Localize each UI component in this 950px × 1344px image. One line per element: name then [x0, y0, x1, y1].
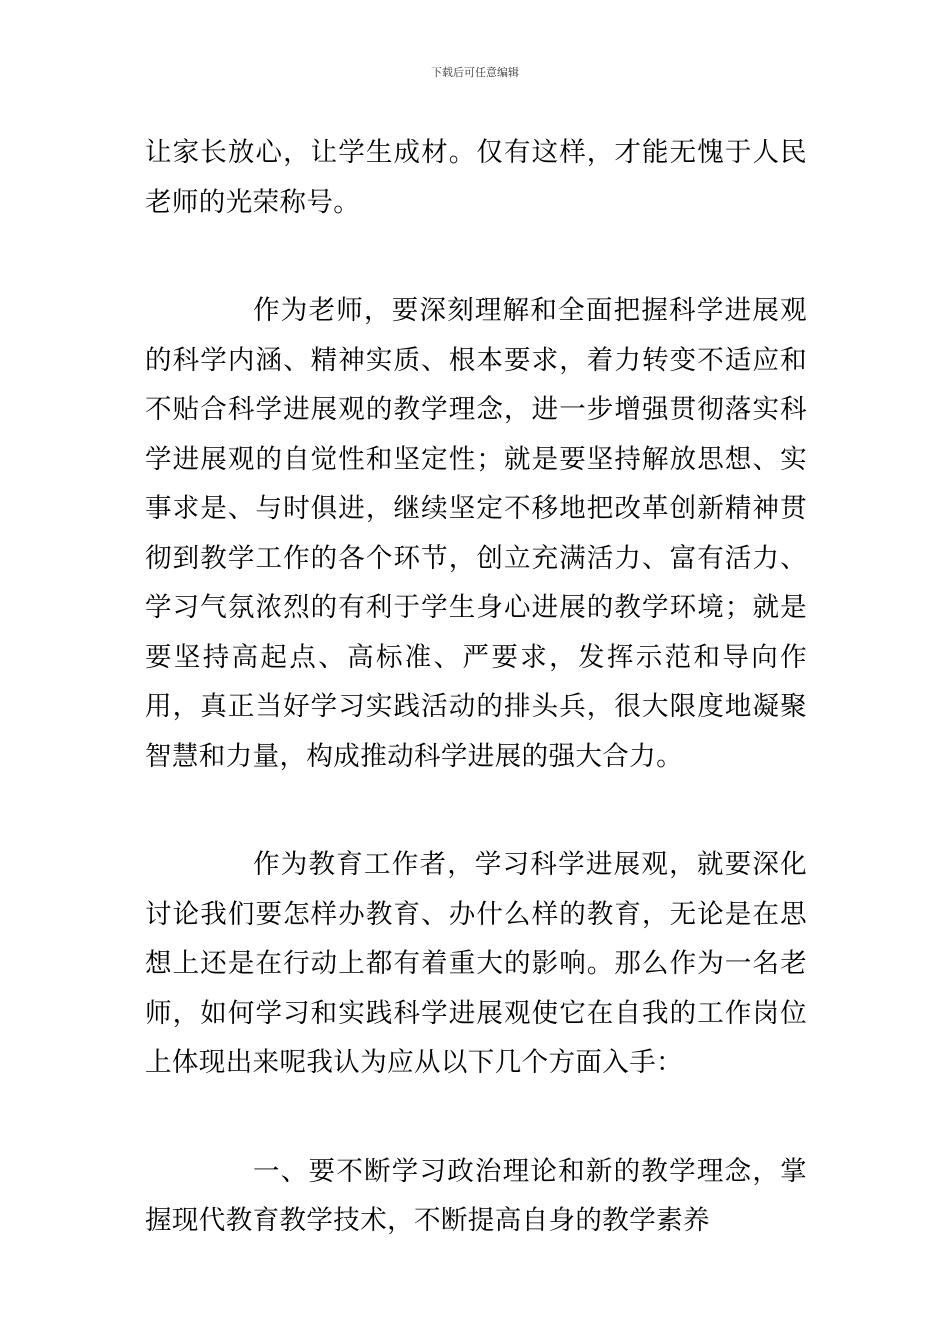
paragraph-section-one: 一、要不断学习政治理论和新的教学理念，掌握现代教育教学技术，不断提高自身的教学素养 — [145, 1155, 807, 1236]
paragraph-continuation: 让家长放心，让学生成材。仅有这样，才能无愧于人民老师的光荣称号。 — [145, 137, 807, 218]
paragraph-teacher-role: 作为老师，要深刻理解和全面把握科学进展观的科学内涵、精神实质、根本要求，着力转变不适应和不贴合科学进展观的教学理念，进一步增强贯彻落实科学进展观的自觉性和坚定性；就是要坚持解放思想、实事求是、与时俱进，继续坚定不移地把改革创新精神贯彻到教学工作的各个环节，创立充满活力、富有活力、学习气氛浓烈的有利于学生身心进展的教学环境；就是要坚持高起点、高标准、严要求，发挥示范和导向作用，真正当好学习实践活动的排头兵，很大限度地凝聚智慧和力量，构成推动科学进展的强大合力。 — [145, 295, 807, 772]
page-header-note: 下载后可任意编辑 — [431, 66, 519, 79]
paragraph-gap — [145, 1088, 807, 1147]
paragraph-gap — [145, 227, 807, 286]
paragraph-gap — [145, 781, 807, 840]
paragraph-educator-role: 作为教育工作者，学习科学进展观，就要深化讨论我们要怎样办教育、办什么样的教育，无论是在思想上还是在行动上都有着重大的影响。那么作为一名老师，如何学习和实践科学进展观使它在自我的工作岗位上体现出来呢我认为应从以下几个方面入手： — [145, 849, 807, 1078]
document-body — [145, 128, 807, 1246]
